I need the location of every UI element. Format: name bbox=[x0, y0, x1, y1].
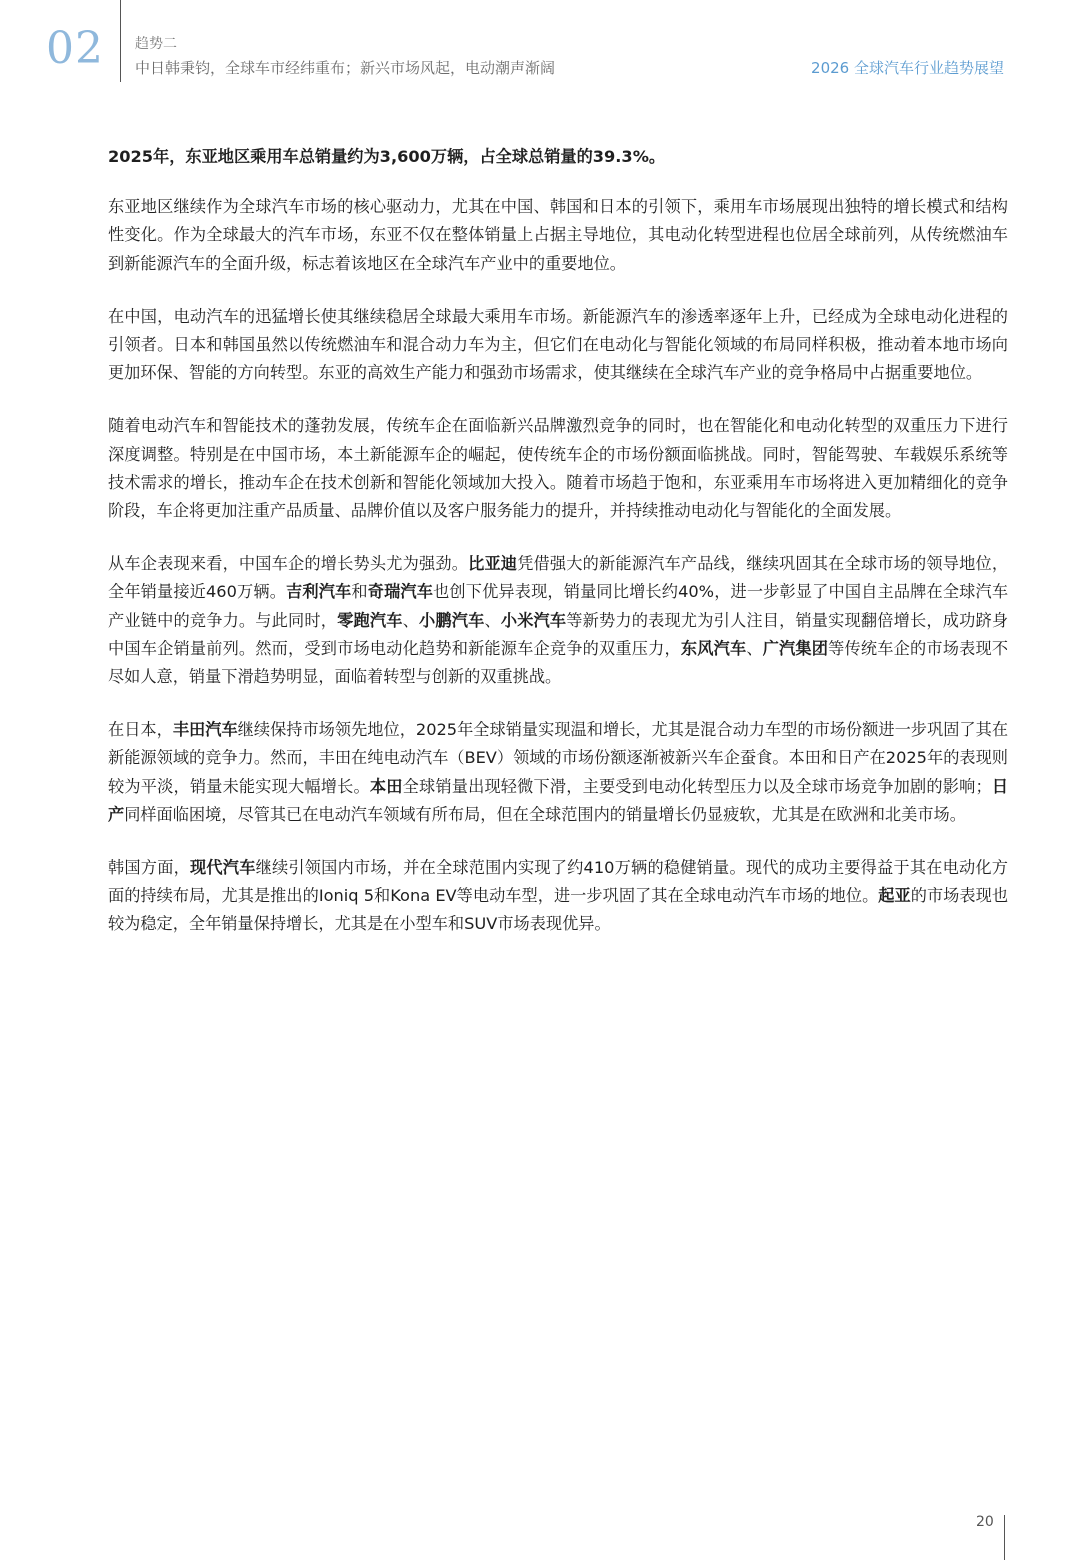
text-segment: 在日本， bbox=[108, 720, 173, 740]
header-divider bbox=[120, 0, 121, 82]
chapter-number: 02 bbox=[46, 23, 104, 74]
brand-chery: 奇瑞汽车 bbox=[367, 582, 434, 602]
article-body bbox=[108, 143, 1008, 964]
text-segment: 继续保持市场领先地位，2025年全球销量实现温和增长，尤其是混合动力车型的市场份额进一步巩固了其在新能源领域的竞争力。然而，丰田在纯电动汽车（BEV）领域的市场份额逐渐被新兴车企蚕食。本田和日产在2025年的表现则较为平淡，销量未能实现大幅增长。 bbox=[108, 720, 1009, 796]
text-segment: 等新势力的表现尤为引人注目，销量实现翻倍增长，成功跻身中国车企销量前列。然而，受到市场电动化趋势和新能源车企竞争的双重压力， bbox=[108, 610, 1009, 658]
brand-byd: 比亚迪 bbox=[468, 554, 518, 574]
trend-title: 中日韩秉钧，全球车市经纬重布；新兴市场风起，电动潮声渐阔 bbox=[135, 59, 556, 77]
paragraph-china-market: 在中国，电动汽车的迅猛增长使其继续稳居全球最大乘用车市场。新能源汽车的渗透率逐年上升，已经成为全球电动化进程的引领者。日本和韩国虽然以传统燃油车和混合动力车为主，但它们在电动化与智能化领域的布局同样积极，推动着本地市场向更加环保、智能的方向转型。东亚的高效生产能力和强劲市场需求，使其继续在全球汽车产业的竞争格局中占据重要地位。 bbox=[108, 306, 1008, 383]
paragraph-east-asia-overview: 东亚地区继续作为全球汽车市场的核心驱动力，尤其在中国、韩国和日本的引领下，乘用车市场展现出独特的增长模式和结构性变化。作为全球最大的汽车市场，东亚不仅在整体销量上占据主导地位，其电动化转型进程也位居全球前列，从传统燃油车到新能源汽车的全面升级，标志着该地区在全球汽车产业中的重要地位。 bbox=[108, 197, 1008, 273]
brand-toyota: 丰田汽车 bbox=[172, 720, 238, 740]
text-segment: 全球销量出现轻微下滑，主要受到电动化转型压力以及全球市场竞争加剧的影响； bbox=[402, 776, 992, 796]
paragraph-industry-pressure: 随着电动汽车和智能技术的蓬勃发展，传统车企在面临新兴品牌激烈竞争的同时，也在智能化和电动化转型的双重压力下进行深度调整。特别是在中国市场，本土新能源车企的崛起，使传统车企的市场份额面临挑战。同时，智能驾驶、车载娱乐系统等技术需求的增长，推动车企在技术创新和智能化领域加大投入。随着市场趋于饱和，东亚乘用车市场将进入更加精细化的竞争阶段，车企将更加注重产品质量、品牌价值以及客户服务能力的提升，并持续推动电动化与智能化的全面发展。 bbox=[108, 416, 1008, 521]
text-segment: 等传统车企的市场表现不尽如人意，销量下滑趋势明显，面临着转型与创新的双重挑战。 bbox=[108, 638, 1009, 687]
brand-xpeng: 小鹏汽车 bbox=[418, 610, 485, 630]
text-segment: 继续引领国内市场，并在全球范围内实现了约410万辆的稳健销量。现代的成功主要得益于其在电动化方面的持续布局，尤其是推出的Ioniq 5和Kona EV等电动车型，进一步巩固了其在全球电动汽车市场的地位。 bbox=[108, 858, 1008, 906]
paragraph-japan bbox=[108, 716, 1008, 829]
brand-honda: 本田 bbox=[369, 776, 403, 796]
text-segment: 韩国方面， bbox=[108, 858, 190, 878]
text-segment: 、 bbox=[484, 610, 501, 630]
text-segment: 的市场表现也较为稳定，全年销量保持增长，尤其是在小型车和SUV市场表现优异。 bbox=[108, 886, 1009, 934]
page-number: 20 bbox=[976, 1514, 994, 1530]
report-title: 2026 全球汽车行业趋势展望 bbox=[811, 59, 1004, 77]
brand-xiaomi: 小米汽车 bbox=[500, 610, 567, 630]
brand-gac: 广汽集团 bbox=[762, 638, 829, 658]
brand-dongfeng: 东风汽车 bbox=[680, 638, 747, 658]
text-segment: 、 bbox=[746, 638, 763, 658]
trend-label: 趋势二 bbox=[135, 36, 177, 52]
paragraph-korea bbox=[108, 854, 1008, 939]
brand-geely: 吉利汽车 bbox=[286, 582, 352, 602]
text-segment: 从车企表现来看，中国车企的增长势头尤为强劲。 bbox=[108, 554, 469, 574]
brand-hyundai: 现代汽车 bbox=[190, 858, 256, 878]
text-segment: 凭借强大的新能源汽车产品线，继续巩固其在全球市场的领导地位，全年销量接近460万辆。 bbox=[108, 554, 1009, 602]
text-segment: 也创下优异表现，销量同比增长约40%，进一步彰显了中国自主品牌在全球汽车产业链中的竞争力。与此同时， bbox=[108, 582, 1009, 630]
brand-leapmotor: 零跑汽车 bbox=[337, 610, 403, 630]
lead-paragraph: 2025年，东亚地区乘用车总销量约为3,600万辆，占全球总销量的39.3%。 bbox=[108, 147, 666, 166]
footer-divider bbox=[1004, 1515, 1005, 1560]
brand-kia: 起亚 bbox=[878, 886, 911, 906]
paragraph-chinese-automakers bbox=[108, 550, 1008, 691]
text-segment: 同样面临困境，尽管其已在电动汽车领域有所布局，但在全球范围内的销量增长仍显疲软，尤其是在欧洲和北美市场。 bbox=[124, 804, 966, 824]
text-segment: 、 bbox=[402, 610, 419, 630]
text-segment: 和 bbox=[351, 582, 368, 602]
page-header bbox=[0, 0, 1080, 90]
brand-nissan: 日产 bbox=[108, 776, 1009, 824]
